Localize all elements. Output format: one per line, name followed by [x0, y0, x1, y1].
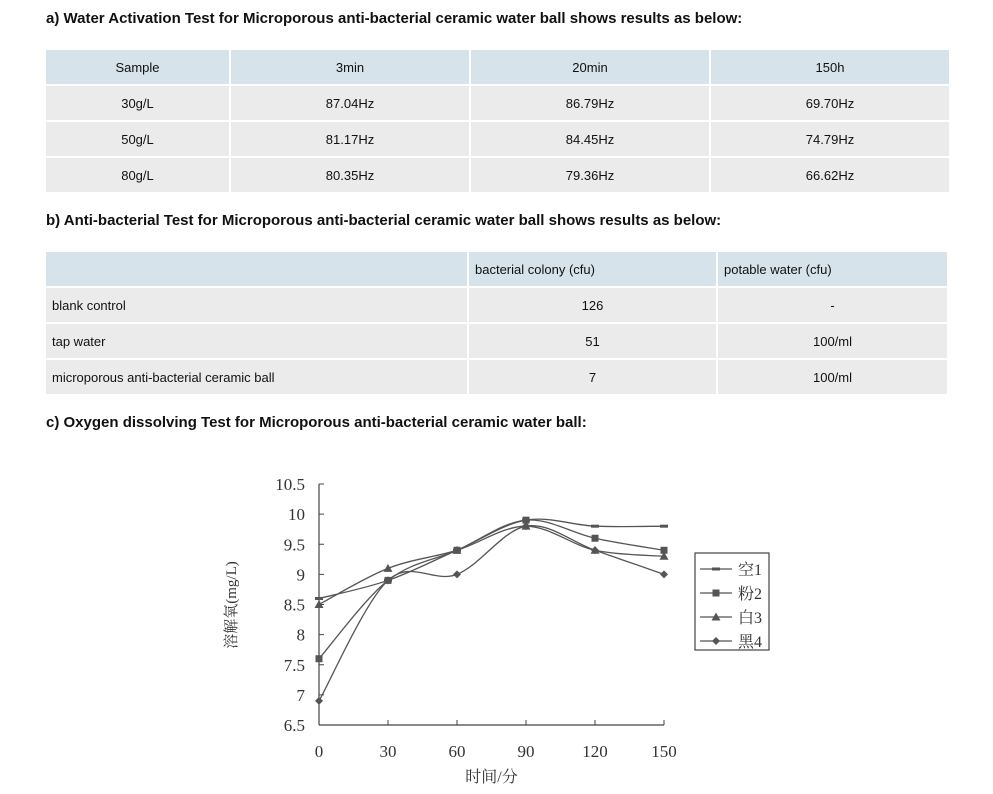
- table-cell: blank control: [46, 288, 467, 322]
- table-cell: 87.04Hz: [231, 86, 469, 120]
- header-cell: 3min: [231, 50, 469, 84]
- table-cell: 84.45Hz: [471, 122, 709, 156]
- header-cell: 150h: [711, 50, 949, 84]
- table-cell: 79.36Hz: [471, 158, 709, 192]
- series-line-2: [319, 520, 664, 659]
- data-point-series-4: [660, 570, 668, 578]
- x-tick-label: 0: [314, 742, 324, 761]
- y-tick-label: 8.5: [283, 595, 305, 615]
- header-cell: bacterial colony (cfu): [469, 252, 716, 286]
- section-a-heading: a) Water Activation Test for Microporous anti-bacterial ceramic water ball shows results as below:: [46, 10, 743, 27]
- legend-marker: [713, 590, 720, 597]
- legend-label: 白3: [738, 610, 763, 627]
- table-cell: 126: [469, 288, 716, 322]
- data-point-series-1: [660, 525, 668, 528]
- x-tick-label: 90: [517, 742, 535, 761]
- x-tick-label: 30: [379, 742, 397, 761]
- table-cell: 51: [469, 324, 716, 358]
- x-tick-label: 60: [448, 742, 466, 761]
- table-cell: 50g/L: [46, 122, 229, 156]
- data-point-series-2: [316, 655, 323, 662]
- table-cell: 74.79Hz: [711, 122, 949, 156]
- legend-label: 粉2: [738, 586, 763, 603]
- legend-label: 黑4: [738, 634, 763, 651]
- y-tick-label: 6.5: [283, 716, 305, 735]
- y-tick-label: 7: [296, 685, 305, 705]
- data-point-series-4: [453, 570, 461, 578]
- table-cell: 30g/L: [46, 86, 229, 120]
- table-cell: 81.17Hz: [231, 122, 469, 156]
- y-tick-label: 9.5: [283, 535, 305, 555]
- header-cell: 20min: [471, 50, 709, 84]
- table-cell: 100/ml: [718, 324, 947, 358]
- y-tick-label: 10.5: [275, 475, 305, 494]
- data-point-series-1: [315, 597, 323, 600]
- series-line-3: [319, 526, 664, 604]
- table-cell: 80.35Hz: [231, 158, 469, 192]
- y-tick-label: 7.5: [283, 655, 305, 675]
- series-line-1: [319, 519, 664, 598]
- y-tick-label: 8: [296, 625, 305, 645]
- section-c-heading: c) Oxygen dissolving Test for Microporous anti-bacterial ceramic water ball:: [46, 414, 587, 431]
- legend: [695, 553, 769, 651]
- y-tick-label: 10: [288, 505, 305, 525]
- data-point-series-4: [315, 697, 323, 705]
- legend-label: 空1: [738, 562, 763, 579]
- data-point-series-2: [592, 535, 599, 542]
- x-tick-label: 120: [582, 742, 608, 761]
- legend-marker: [712, 568, 720, 571]
- series-line-4: [319, 526, 664, 701]
- header-cell: potable water (cfu): [718, 252, 947, 286]
- table-cell: 86.79Hz: [471, 86, 709, 120]
- table-cell: 100/ml: [718, 360, 947, 394]
- y-tick-label: 9: [296, 565, 305, 585]
- table-cell: microporous anti-bacterial ceramic ball: [46, 360, 467, 394]
- x-axis-label: 时间/分: [465, 769, 518, 786]
- header-cell: Sample: [46, 50, 229, 84]
- table-cell: 69.70Hz: [711, 86, 949, 120]
- table-cell: tap water: [46, 324, 467, 358]
- section-b-heading: b) Anti-bacterial Test for Microporous anti-bacterial ceramic water ball shows results as below:: [46, 212, 722, 229]
- data-point-series-1: [591, 525, 599, 528]
- y-axis-label: 溶解氧(mg/L): [224, 561, 240, 649]
- table-cell: 80g/L: [46, 158, 229, 192]
- table-cell: 7: [469, 360, 716, 394]
- table-cell: 66.62Hz: [711, 158, 949, 192]
- table-cell: -: [718, 288, 947, 322]
- x-tick-label: 150: [651, 742, 677, 761]
